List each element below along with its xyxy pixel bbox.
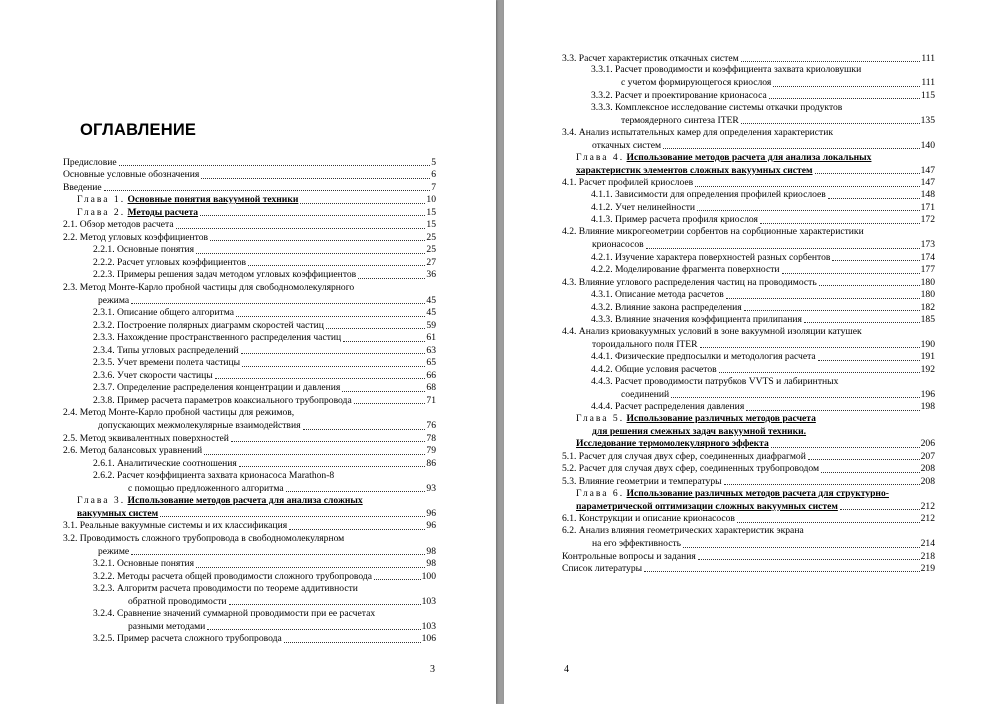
toc-entry-title: 2.6.1. Аналитические соотношения [93,457,237,469]
dot-leader [342,391,425,392]
chapter-page: 10 [426,194,436,206]
toc-entry-page: 171 [920,201,935,213]
toc-entry-title: 2.3.7. Определение распределения концентрации и давления [93,382,341,394]
dot-leader [286,491,426,492]
toc-entry-title: 2.2. Метод угловых коэффициентов [63,231,209,243]
dot-leader [769,98,920,99]
dot-leader [821,472,920,473]
toc-entry[interactable] [128,483,436,494]
toc-entry-page: 208 [920,475,935,487]
toc-entry[interactable] [93,257,436,268]
toc-entry-page: 27 [426,256,436,268]
toc-entry[interactable] [591,364,935,375]
chapter-title: Методы расчета [127,206,199,218]
dot-leader [808,459,920,460]
toc-entry[interactable] [591,302,935,313]
chapter-title: Использование различных методов расчета [626,413,816,425]
toc-entry-title: 3.1. Реальные вакуумные системы и их классификация [63,520,288,532]
toc-entry-page: 93 [426,482,436,494]
dot-leader [119,165,431,166]
toc-entry-title: 4.1. Расчет профилей криослоев [562,177,694,188]
toc-entry-page: 185 [920,313,935,325]
toc-entry[interactable] [621,78,935,89]
chapter-number: Глава 6. [576,487,625,499]
dot-leader [840,509,920,510]
toc-entry-page: 61 [426,332,436,344]
toc-entry-title: 3.3.2. Расчет и проектирование крионасоса [591,89,767,101]
toc-entry[interactable] [93,270,436,281]
toc-entry-title: с помощью предложенного алгоритма [128,482,284,494]
toc-entry-title: 3.2.5. Пример расчета сложного трубопровода [93,633,282,645]
toc-entry-page: 45 [426,294,436,306]
dot-leader [131,554,425,555]
toc-entry[interactable] [63,446,436,457]
toc-entry-page: 182 [920,301,935,313]
chapter-title: Основные понятия вакуумной техники [127,194,299,206]
dot-leader [200,215,425,216]
chapter-number: Глава 4. [576,151,625,163]
chapter-entry[interactable] [576,414,816,425]
dot-leader [207,629,420,630]
toc-entry[interactable] [592,240,935,251]
dot-leader [231,441,425,442]
toc-entry[interactable] [93,395,436,406]
toc-entry-title: 5.2. Расчет для случая двух сфер, соединенных трубопроводом [562,463,820,475]
toc-entry[interactable] [63,170,436,181]
dot-leader [326,328,426,329]
toc-entry[interactable] [562,277,935,288]
toc-entry[interactable] [592,339,935,350]
toc-entry-line[interactable]: 2.4. Метод Монте-Карло пробной частицы для режимов, [63,407,295,418]
toc-entry[interactable] [98,421,436,432]
dot-leader [358,278,425,279]
toc-entry[interactable] [63,220,436,231]
chapter-page: 15 [426,206,436,218]
chapter-title: характеристик элементов сложных вакуумных систем [576,164,813,176]
chapter-title: Использование методов расчета для анализа локальных [626,151,872,163]
toc-entry-title: 4.1.2. Учет нелинейности [591,201,696,213]
toc-entry[interactable] [591,265,935,276]
toc-entry-title: режима [98,294,130,306]
toc-entry-page: 148 [920,189,935,201]
toc-entry-title: 2.3.3. Нахождение пространственного распределения частиц [93,332,342,344]
toc-entry[interactable] [63,521,436,532]
chapter-entry[interactable] [77,195,436,206]
chapter-label [576,488,889,499]
toc-entry[interactable] [93,333,436,344]
toc-entry-page: 7 [431,181,436,193]
toc-entry-line[interactable]: 3.4. Анализ испытательных камер для определения характеристик [562,126,834,138]
toc-entry[interactable] [562,551,935,562]
chapter-number: Глава 5. [576,413,625,425]
toc-entry[interactable] [591,290,935,301]
toc-entry-page: 115 [920,89,935,101]
toc-entry-line[interactable]: 3.3.3. Комплексное исследование системы откачки продуктов [591,101,843,113]
dot-leader [741,61,921,62]
toc-entry-page: 66 [426,369,436,381]
toc-entry[interactable] [562,514,935,525]
toc-heading: ОГЛАВЛЕНИЕ [80,121,197,139]
chapter-entry[interactable] [77,496,363,507]
toc-entry-page: 111 [921,77,935,89]
toc-entry[interactable] [591,90,935,101]
toc-entry-title: 2.3.4. Типы угловых распределений [93,344,239,356]
dot-leader [646,248,920,249]
dot-leader [303,429,426,430]
toc-entry-page: 100 [421,570,436,582]
toc-entry-title: 3.2.2. Методы расчета общей проводимости сложного трубопровода [93,570,373,582]
toc-entry-page: 177 [920,264,935,276]
chapter-page: 212 [920,500,935,512]
dot-leader [204,454,425,455]
toc-entry-title: с учетом формирующегося криослоя [621,77,772,89]
toc-entry[interactable] [63,182,436,193]
toc-entry-page: 6 [431,169,436,181]
toc-entry-page: 98 [426,558,436,570]
dot-leader [131,303,425,304]
chapter-number: Глава 1. [77,194,126,206]
toc-entry[interactable] [591,252,935,263]
dot-leader [196,253,425,254]
toc-entry-title: 4.2.2. Моделирование фрагмента поверхности [591,264,780,276]
toc-entry[interactable] [592,539,935,550]
toc-entry-title: 2.3.2. Построение полярных диаграмм скоростей частиц [93,319,324,331]
dot-leader [695,186,919,187]
toc-entry[interactable] [93,383,436,394]
dot-leader [236,316,425,317]
toc-entry-title: Предисловие [63,156,117,168]
toc-entry-title: Введение [63,181,102,193]
chapter-entry-continued[interactable] [77,508,436,519]
chapter-label [77,195,298,206]
toc-entry-page: 68 [426,382,436,394]
chapter-page: 147 [920,164,935,176]
toc-entry-line[interactable]: 2.6.2. Расчет коэффициента захвата крионасоса Marathon-8 [93,469,335,481]
toc-entry[interactable] [93,571,436,582]
toc-entry[interactable] [562,476,935,487]
toc-entry-title: 4.4.4. Расчет распределения давления [591,401,745,413]
toc-entry-page: 45 [426,307,436,319]
chapter-page: 96 [426,507,436,519]
toc-entry-page: 25 [426,231,436,243]
chapter-entry-continued[interactable] [576,501,935,512]
chapter-title: Использование методов расчета для анализа сложных [127,494,363,506]
toc-entry-title: 2.2.1. Основные понятия [93,244,195,256]
toc-entry-page: 192 [920,363,935,375]
toc-entry-title: 2.6. Метод балансовых уравнений [63,445,203,457]
toc-entry-title: 5.1. Расчет для случая двух сфер, соединенных диафрагмой [562,450,806,462]
toc-entry-page: 135 [920,114,935,126]
chapter-title: вакуумных систем [77,507,159,519]
dot-leader [782,273,920,274]
toc-entry[interactable] [93,245,436,256]
toc-entry-page: 65 [426,357,436,369]
toc-entry-page: 76 [426,420,436,432]
dot-leader [719,372,920,373]
toc-entry-page: 98 [426,545,436,557]
toc-entry[interactable] [93,358,436,369]
toc-entry[interactable] [591,215,935,226]
toc-entry-title: Контрольные вопросы и задания [562,550,696,562]
toc-entry-page: 173 [920,239,935,251]
toc-entry-page: 174 [920,251,935,263]
page-number-left: 3 [430,664,435,675]
toc-entry[interactable] [93,559,436,570]
toc-entry-title: 2.2.3. Примеры решения задач методом угловых коэффициентов [93,269,357,281]
chapter-number: Глава 3. [77,494,126,506]
dot-leader [196,567,425,568]
toc-entry-title: 4.1.1. Зависимости для определения профилей криослоев [591,189,826,201]
dot-leader [737,522,920,523]
chapter-entry[interactable] [77,207,436,218]
toc-entry-page: 15 [426,219,436,231]
toc-entry-page: 25 [426,244,436,256]
dot-leader [176,228,426,229]
toc-entry-title: 3.3. Расчет характеристик откачных систем [562,52,739,64]
toc-entry[interactable] [63,157,436,168]
toc-entry-title: 4.3.3. Влияние значения коэффициента прилипания [591,313,802,325]
toc-entry-title: 2.3.5. Учет времени полета частицы [93,357,241,369]
dot-leader [818,360,920,361]
toc-entry[interactable] [63,232,436,243]
dot-leader [815,173,920,174]
dot-leader [644,571,920,572]
toc-entry-page: 190 [920,338,935,350]
toc-entry[interactable] [562,53,935,64]
chapter-entry-continued[interactable] [576,165,935,176]
toc-entry-page: 63 [426,344,436,356]
dot-leader [832,260,919,261]
dot-leader [828,198,920,199]
chapter-number: Глава 2. [77,206,126,218]
toc-entry[interactable] [93,634,436,645]
toc-entry-title: 2.3.1. Описание общего алгоритма [93,307,234,319]
toc-entry-line[interactable]: 3.2.4. Сравнение значений суммарной проводимости при ее расчетах [93,607,376,619]
toc-entry[interactable] [562,464,935,475]
dot-leader [343,341,425,342]
dot-leader [773,86,920,87]
toc-entry[interactable] [128,621,436,632]
chapter-entry[interactable] [576,153,871,164]
toc-entry-title: 2.1. Обзор методов расчета [63,219,174,231]
toc-entry-title: допускающих межмолекулярные взаимодействия [98,420,301,432]
chapter-entry[interactable] [576,489,889,500]
left-page [0,0,496,704]
toc-entry-title: 4.4.2. Общие условия расчетов [591,363,717,375]
toc-entry-page: 180 [920,289,935,301]
dot-leader [215,378,426,379]
toc-entry-page: 214 [920,538,935,550]
dot-leader [746,410,919,411]
toc-entry-page: 212 [920,513,935,525]
toc-entry[interactable] [591,202,935,213]
toc-entry-page: 86 [426,457,436,469]
toc-entry-page: 140 [920,139,935,151]
toc-entry-page: 208 [920,463,935,475]
toc-entry-page: 59 [426,319,436,331]
toc-entry-title: 3.2.1. Основные понятия [93,558,195,570]
toc-entry[interactable] [562,451,935,462]
dot-leader [374,579,421,580]
toc-entry-title: 2.3.8. Пример расчета параметров коаксиального трубопровода [93,394,352,406]
toc-entry-page: 172 [920,214,935,226]
toc-entry[interactable] [98,546,436,557]
toc-entry-line[interactable]: 3.2. Проводимость сложного трубопровода в свободномолекулярном [63,532,345,544]
page-number-right: 4 [564,664,569,675]
dot-leader [229,604,421,605]
toc-entry-page: 191 [920,351,935,363]
dot-leader [760,223,920,224]
right-page [504,0,1000,704]
toc-entry-page: 103 [421,620,436,632]
toc-entry[interactable] [592,140,935,151]
toc-entry-title: тороидального поля ITER [592,338,698,350]
toc-entry-title: 4.3. Влияние углового распределения частиц на проводимость [562,276,817,288]
toc-entry-title: Список литературы [562,562,643,574]
toc-entry-title: откачных систем [592,139,662,151]
toc-entry-page: 219 [920,562,935,574]
toc-entry-line[interactable]: 4.4.3. Расчет проводимости патрубков VVTS и лабиринтных [591,375,839,387]
dot-leader [698,559,920,560]
dot-leader [804,322,920,323]
toc-entry-title: 4.3.2. Влияние закона распределения [591,301,742,313]
dot-leader [819,285,920,286]
toc-entry-line[interactable]: 4.4. Анализ криовакуумных условий в зоне вакуумной изоляции катушек [562,325,862,337]
toc-entry-page: 103 [421,595,436,607]
toc-entry-title: 2.2.2. Расчет угловых коэффициентов [93,256,247,268]
toc-entry-title: режиме [98,545,130,557]
dot-leader [210,240,425,241]
chapter-entry-continued[interactable] [576,439,935,450]
toc-entry-page: 78 [426,432,436,444]
toc-entry-page: 196 [920,388,935,400]
toc-entry[interactable] [591,352,935,363]
chapter-label [576,152,871,163]
toc-entry-title: соединений [621,388,670,400]
toc-entry[interactable] [93,458,436,469]
toc-entry-line[interactable]: 4.2. Влияние микрогеометрии сорбентов на сорбционные характеристики [562,226,864,238]
toc-entry-page: 71 [426,394,436,406]
dot-leader [741,123,920,124]
toc-entry[interactable] [591,402,935,413]
toc-entry[interactable] [128,596,436,607]
toc-entry[interactable] [93,370,436,381]
chapter-label [77,208,198,219]
toc-entry-page: 111 [921,52,935,64]
toc-entry-line[interactable]: 6.2. Анализ влияния геометрических характеристик экрана [562,525,804,537]
dot-leader [104,190,431,191]
dot-leader [241,353,426,354]
toc-entry-title: 4.4.1. Физические предпосылки и методология расчета [591,351,816,363]
dot-leader [201,178,430,179]
toc-entry-title: на его эффективность [592,538,682,550]
toc-entry-line[interactable]: 3.2.3. Алгоритм расчета проводимости по теореме аддитивности [93,582,358,594]
toc-entry-page: 106 [421,633,436,645]
toc-entry[interactable] [562,563,935,574]
toc-entry-title: крионасосов [592,239,644,251]
toc-entry-title: 2.5. Метод эквивалентных поверхностей [63,432,229,444]
chapter-title: параметрической оптимизации сложных вакуумных систем [576,500,838,512]
toc-entry-page: 147 [920,177,935,188]
toc-entry-page: 96 [426,520,436,532]
toc-entry-page: 36 [426,269,436,281]
dot-leader [663,148,920,149]
chapter-title: Исследование термомолекулярного эффекта [576,438,769,450]
toc-entry[interactable] [93,308,436,319]
toc-entry[interactable] [591,314,935,325]
toc-entry[interactable] [98,295,436,306]
dot-leader [724,484,920,485]
dot-leader [771,447,920,448]
toc-entry-title: Основные условные обозначения [63,169,200,181]
dot-leader [289,529,425,530]
chapter-title: Использование различных методов расчета для структурно- [626,487,889,499]
toc-entry-page: 198 [920,401,935,413]
chapter-label [576,413,816,424]
dot-leader [671,397,919,398]
toc-entry[interactable] [621,389,935,400]
dot-leader [239,466,426,467]
dot-leader [160,516,425,517]
toc-entry-title: 4.2.1. Изучение характера поверхностей разных сорбентов [591,251,831,263]
toc-entry[interactable] [562,178,935,189]
chapter-page: 206 [920,438,935,450]
dot-leader [744,310,920,311]
chapter-label [77,495,363,506]
dot-leader [683,547,920,548]
toc-entry-page: 218 [920,550,935,562]
toc-entry[interactable] [93,320,436,331]
toc-entry[interactable] [93,345,436,356]
toc-entry-title: 6.1. Конструкции и описание крионасосов [562,513,735,525]
toc-entry-page: 79 [426,445,436,457]
toc-entry-page: 207 [920,450,935,462]
dot-leader [726,298,920,299]
dot-leader [354,403,426,404]
toc-entry[interactable] [63,433,436,444]
dot-leader [284,642,421,643]
toc-entry-title: обратной проводимости [128,595,227,607]
toc-entry-title: 4.3.1. Описание метода расчетов [591,289,724,301]
dot-leader [697,210,920,211]
toc-entry[interactable] [591,190,935,201]
toc-entry-title: разными методами [128,620,206,632]
toc-entry-title: 5.3. Влияние геометрии и температуры [562,475,722,487]
dot-leader [700,347,920,348]
dot-leader [300,203,425,204]
toc-entry-title: 2.3.6. Учет скорости частицы [93,369,213,381]
toc-entry-page: 5 [431,156,436,168]
toc-entry-title: 4.1.3. Пример расчета профиля криослоя [591,214,758,226]
toc-entry-line[interactable]: 2.3. Метод Монте-Карло пробной частицы для свободномолекулярного [63,281,355,293]
chapter-title-line[interactable]: для решения смежных задач вакуумной техники. [592,425,807,437]
dot-leader [248,265,425,266]
toc-entry-title: термоядерного синтеза ITER [621,114,739,126]
dot-leader [242,366,425,367]
toc-entry-line[interactable]: 3.3.1. Расчет проводимости и коэффициента захвата криоловушки [591,64,862,76]
toc-entry[interactable] [621,115,935,126]
toc-entry-page: 180 [920,276,935,288]
